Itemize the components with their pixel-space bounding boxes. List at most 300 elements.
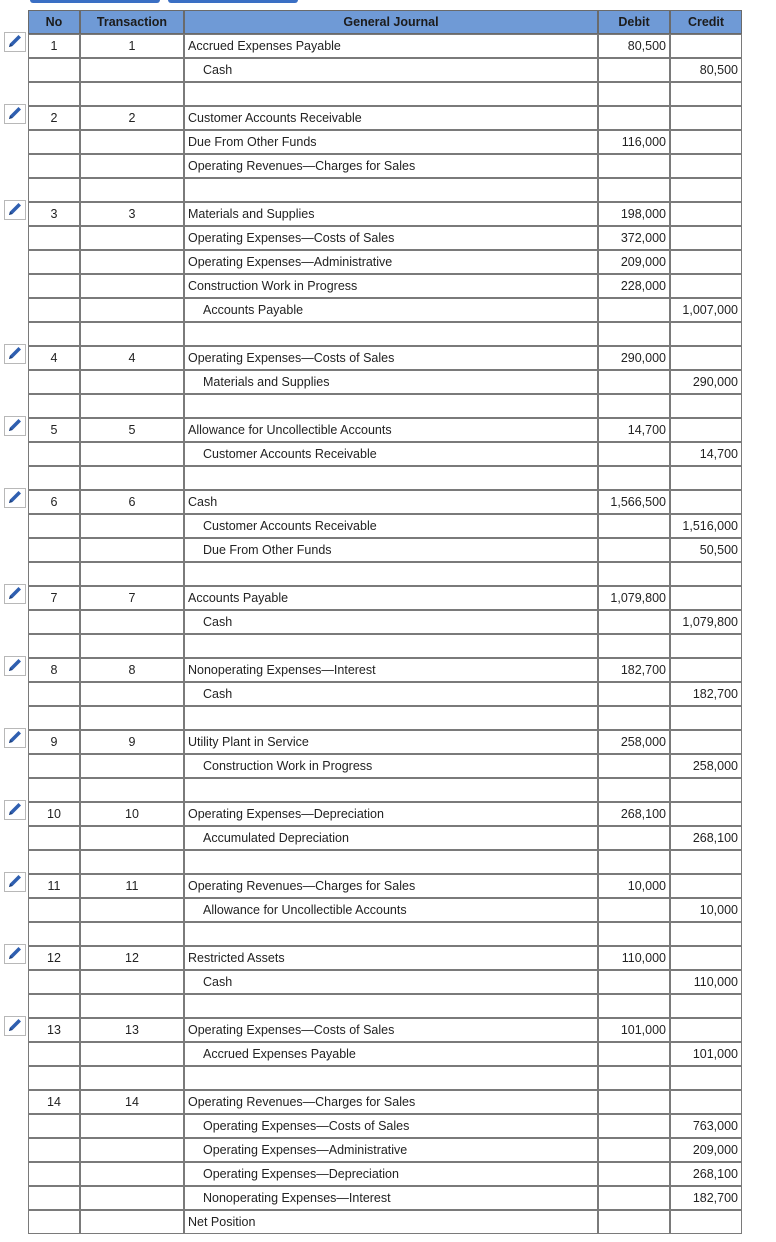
cell-account[interactable] <box>184 394 598 418</box>
cell-account[interactable] <box>184 1042 598 1066</box>
cell-account-text: Accounts Payable <box>203 303 304 317</box>
cell-debit[interactable] <box>598 130 670 154</box>
edit-entry-button[interactable] <box>4 200 26 220</box>
cell-debit-text: 228,000 <box>620 279 666 293</box>
cell-account[interactable] <box>184 1138 598 1162</box>
cell-account[interactable] <box>184 1090 598 1114</box>
cell-no[interactable] <box>28 106 80 130</box>
journal-row <box>28 730 742 754</box>
cell-no[interactable] <box>28 466 80 490</box>
journal-row <box>28 682 742 706</box>
cell-transaction[interactable] <box>80 730 184 754</box>
cell-account[interactable] <box>184 898 598 922</box>
cell-no[interactable] <box>28 538 80 562</box>
cell-no[interactable] <box>28 442 80 466</box>
cell-transaction[interactable] <box>80 370 184 394</box>
cell-account[interactable] <box>184 1066 598 1090</box>
cell-credit[interactable] <box>670 802 742 826</box>
cell-credit[interactable] <box>670 106 742 130</box>
cell-credit[interactable] <box>670 1042 742 1066</box>
edit-entry-button[interactable] <box>4 800 26 820</box>
cell-no[interactable] <box>28 274 80 298</box>
cell-credit[interactable] <box>670 1138 742 1162</box>
cell-credit[interactable] <box>670 1066 742 1090</box>
cell-no[interactable] <box>28 1066 80 1090</box>
pencil-icon <box>4 584 26 604</box>
cell-no[interactable] <box>28 418 80 442</box>
cell-credit[interactable] <box>670 58 742 82</box>
cell-credit[interactable] <box>670 538 742 562</box>
cell-no[interactable] <box>28 730 80 754</box>
cell-no[interactable] <box>28 346 80 370</box>
cell-debit[interactable] <box>598 946 670 970</box>
cell-debit[interactable] <box>598 730 670 754</box>
cell-no[interactable] <box>28 1018 80 1042</box>
cell-account[interactable] <box>184 1210 598 1234</box>
cell-account[interactable] <box>184 130 598 154</box>
cell-no[interactable] <box>28 1210 80 1234</box>
cell-debit[interactable] <box>598 250 670 274</box>
header-credit: Credit <box>670 10 742 34</box>
cell-credit[interactable] <box>670 130 742 154</box>
cell-credit[interactable] <box>670 34 742 58</box>
cell-debit[interactable] <box>598 682 670 706</box>
cell-no[interactable] <box>28 34 80 58</box>
cell-transaction[interactable] <box>80 130 184 154</box>
cell-credit[interactable] <box>670 1210 742 1234</box>
cell-credit[interactable] <box>670 1186 742 1210</box>
journal-row <box>28 1114 742 1138</box>
cell-transaction[interactable] <box>80 802 184 826</box>
cell-debit[interactable] <box>598 538 670 562</box>
edit-entry-button[interactable] <box>4 656 26 676</box>
cell-debit[interactable] <box>598 346 670 370</box>
cell-debit[interactable] <box>598 1186 670 1210</box>
cell-transaction[interactable] <box>80 394 184 418</box>
cell-account[interactable] <box>184 874 598 898</box>
cell-transaction[interactable] <box>80 490 184 514</box>
cell-no[interactable] <box>28 178 80 202</box>
cell-transaction[interactable] <box>80 682 184 706</box>
pencil-icon <box>4 344 26 364</box>
cell-credit[interactable] <box>670 514 742 538</box>
journal-row <box>28 274 742 298</box>
cell-credit[interactable] <box>670 730 742 754</box>
journal-row <box>28 874 742 898</box>
cell-credit[interactable] <box>670 922 742 946</box>
cell-no[interactable] <box>28 370 80 394</box>
cell-transaction[interactable] <box>80 1186 184 1210</box>
cell-debit[interactable] <box>598 778 670 802</box>
cell-debit[interactable] <box>598 754 670 778</box>
cell-debit[interactable] <box>598 1018 670 1042</box>
cell-credit[interactable] <box>670 754 742 778</box>
cell-debit[interactable] <box>598 802 670 826</box>
cell-credit[interactable] <box>670 250 742 274</box>
cell-no[interactable] <box>28 682 80 706</box>
cell-transaction[interactable] <box>80 442 184 466</box>
cell-transaction[interactable] <box>80 1018 184 1042</box>
cell-debit[interactable] <box>598 82 670 106</box>
cell-account[interactable] <box>184 58 598 82</box>
cell-transaction[interactable] <box>80 562 184 586</box>
cell-credit[interactable] <box>670 178 742 202</box>
cell-credit[interactable] <box>670 586 742 610</box>
cell-account[interactable] <box>184 154 598 178</box>
cell-account[interactable] <box>184 634 598 658</box>
cell-no[interactable] <box>28 826 80 850</box>
cell-debit[interactable] <box>598 298 670 322</box>
cell-no[interactable] <box>28 514 80 538</box>
cell-account[interactable] <box>184 682 598 706</box>
cell-transaction[interactable] <box>80 1066 184 1090</box>
edit-entry-button[interactable] <box>4 488 26 508</box>
cell-no[interactable] <box>28 1042 80 1066</box>
cell-credit[interactable] <box>670 898 742 922</box>
pencil-icon <box>4 728 26 748</box>
cell-debit[interactable] <box>598 1042 670 1066</box>
cell-account[interactable] <box>184 322 598 346</box>
cell-credit-text: 101,000 <box>692 1047 738 1061</box>
cell-no-text: 8 <box>50 663 58 677</box>
cell-debit[interactable] <box>598 970 670 994</box>
cell-credit[interactable] <box>670 562 742 586</box>
cell-no[interactable] <box>28 802 80 826</box>
cell-debit[interactable] <box>598 1090 670 1114</box>
cell-credit[interactable] <box>670 490 742 514</box>
cell-debit[interactable] <box>598 370 670 394</box>
cell-no[interactable] <box>28 850 80 874</box>
cell-debit[interactable] <box>598 1210 670 1234</box>
cell-debit[interactable] <box>598 58 670 82</box>
cell-account[interactable] <box>184 802 598 826</box>
cell-account[interactable] <box>184 850 598 874</box>
cell-debit[interactable] <box>598 994 670 1018</box>
cell-no[interactable] <box>28 1162 80 1186</box>
cell-credit[interactable] <box>670 874 742 898</box>
cell-account[interactable] <box>184 706 598 730</box>
cell-account[interactable] <box>184 418 598 442</box>
cell-account[interactable] <box>184 250 598 274</box>
cell-no[interactable] <box>28 1138 80 1162</box>
cell-no[interactable] <box>28 658 80 682</box>
cell-account[interactable] <box>184 754 598 778</box>
cell-no[interactable] <box>28 250 80 274</box>
cell-debit[interactable] <box>598 418 670 442</box>
cell-account-text: Accrued Expenses Payable <box>203 1047 356 1061</box>
cell-credit[interactable] <box>670 154 742 178</box>
cell-debit[interactable] <box>598 106 670 130</box>
cell-credit[interactable] <box>670 634 742 658</box>
cell-transaction[interactable] <box>80 34 184 58</box>
cell-debit[interactable] <box>598 34 670 58</box>
journal-row <box>28 634 742 658</box>
cell-credit[interactable] <box>670 826 742 850</box>
cell-no[interactable] <box>28 970 80 994</box>
cell-debit[interactable] <box>598 562 670 586</box>
edit-entry-button[interactable] <box>4 584 26 604</box>
cell-credit[interactable] <box>670 1114 742 1138</box>
cell-debit[interactable] <box>598 586 670 610</box>
cell-transaction-text: 2 <box>128 111 136 125</box>
cell-no[interactable] <box>28 154 80 178</box>
edit-entry-button[interactable] <box>4 872 26 892</box>
cell-transaction-text: 14 <box>125 1095 139 1109</box>
cell-no[interactable] <box>28 994 80 1018</box>
cell-account[interactable] <box>184 346 598 370</box>
cell-credit[interactable] <box>670 298 742 322</box>
cell-debit[interactable] <box>598 274 670 298</box>
cell-debit[interactable] <box>598 850 670 874</box>
cell-transaction[interactable] <box>80 898 184 922</box>
cell-account[interactable] <box>184 658 598 682</box>
cell-account[interactable] <box>184 730 598 754</box>
cell-credit[interactable] <box>670 1162 742 1186</box>
cell-debit[interactable] <box>598 1162 670 1186</box>
cell-debit[interactable] <box>598 874 670 898</box>
cell-credit-text: 1,007,000 <box>682 303 738 317</box>
cell-transaction[interactable] <box>80 610 184 634</box>
cell-account[interactable] <box>184 970 598 994</box>
cell-debit[interactable] <box>598 322 670 346</box>
cell-debit[interactable] <box>598 706 670 730</box>
cell-debit[interactable] <box>598 1138 670 1162</box>
cell-transaction[interactable] <box>80 1162 184 1186</box>
cell-transaction[interactable] <box>80 346 184 370</box>
cell-debit[interactable] <box>598 610 670 634</box>
cell-no[interactable] <box>28 898 80 922</box>
cell-credit[interactable] <box>670 466 742 490</box>
cell-credit[interactable] <box>670 1090 742 1114</box>
cell-credit[interactable] <box>670 202 742 226</box>
cell-credit[interactable] <box>670 994 742 1018</box>
cell-transaction[interactable] <box>80 202 184 226</box>
cell-transaction[interactable] <box>80 538 184 562</box>
cell-transaction[interactable] <box>80 274 184 298</box>
cell-credit-text: 50,500 <box>699 543 738 557</box>
cell-credit[interactable] <box>670 682 742 706</box>
cell-transaction[interactable] <box>80 1114 184 1138</box>
cell-transaction[interactable] <box>80 58 184 82</box>
cell-account[interactable] <box>184 610 598 634</box>
cell-account[interactable] <box>184 1162 598 1186</box>
cell-transaction[interactable] <box>80 298 184 322</box>
cell-debit[interactable] <box>598 154 670 178</box>
cell-transaction[interactable] <box>80 634 184 658</box>
cell-no[interactable] <box>28 1090 80 1114</box>
cell-account[interactable] <box>184 1114 598 1138</box>
cell-no[interactable] <box>28 754 80 778</box>
cell-transaction[interactable] <box>80 706 184 730</box>
cell-no[interactable] <box>28 1186 80 1210</box>
cell-no-text: 1 <box>50 39 58 53</box>
cell-credit[interactable] <box>670 970 742 994</box>
cell-account[interactable] <box>184 1018 598 1042</box>
cell-account[interactable] <box>184 106 598 130</box>
cell-transaction[interactable] <box>80 250 184 274</box>
cell-credit[interactable] <box>670 418 742 442</box>
cell-credit[interactable] <box>670 610 742 634</box>
cell-credit[interactable] <box>670 658 742 682</box>
cell-no[interactable] <box>28 562 80 586</box>
cell-debit[interactable] <box>598 514 670 538</box>
cell-debit[interactable] <box>598 826 670 850</box>
cell-transaction[interactable] <box>80 586 184 610</box>
cell-transaction[interactable] <box>80 1138 184 1162</box>
cell-credit[interactable] <box>670 850 742 874</box>
edit-entry-button[interactable] <box>4 1016 26 1036</box>
tab-indicator[interactable] <box>168 0 298 3</box>
cell-account[interactable] <box>184 370 598 394</box>
cell-account[interactable] <box>184 178 598 202</box>
edit-entry-button[interactable] <box>4 944 26 964</box>
cell-credit[interactable] <box>670 226 742 250</box>
cell-account[interactable] <box>184 994 598 1018</box>
cell-account[interactable] <box>184 82 598 106</box>
cell-no[interactable] <box>28 322 80 346</box>
cell-transaction[interactable] <box>80 994 184 1018</box>
cell-account[interactable] <box>184 586 598 610</box>
cell-account[interactable] <box>184 226 598 250</box>
cell-credit[interactable] <box>670 274 742 298</box>
cell-account[interactable] <box>184 826 598 850</box>
cell-debit[interactable] <box>598 490 670 514</box>
cell-account[interactable] <box>184 34 598 58</box>
edit-entry-button[interactable] <box>4 344 26 364</box>
cell-no[interactable] <box>28 1114 80 1138</box>
edit-entry-button[interactable] <box>4 416 26 436</box>
cell-account[interactable] <box>184 514 598 538</box>
cell-account[interactable] <box>184 298 598 322</box>
cell-debit[interactable] <box>598 202 670 226</box>
cell-debit[interactable] <box>598 394 670 418</box>
cell-transaction[interactable] <box>80 418 184 442</box>
cell-no-text: 4 <box>50 351 58 365</box>
cell-transaction[interactable] <box>80 922 184 946</box>
cell-credit[interactable] <box>670 370 742 394</box>
cell-no[interactable] <box>28 874 80 898</box>
cell-account[interactable] <box>184 946 598 970</box>
journal-row <box>28 298 742 322</box>
cell-credit[interactable] <box>670 346 742 370</box>
cell-transaction[interactable] <box>80 466 184 490</box>
cell-debit[interactable] <box>598 1114 670 1138</box>
cell-account[interactable] <box>184 778 598 802</box>
cell-transaction[interactable] <box>80 850 184 874</box>
cell-no[interactable] <box>28 226 80 250</box>
cell-account-text: Customer Accounts Receivable <box>203 447 377 461</box>
cell-credit-text: 763,000 <box>692 1119 738 1133</box>
tab-indicator[interactable] <box>30 0 160 3</box>
cell-transaction[interactable] <box>80 514 184 538</box>
cell-transaction[interactable] <box>80 178 184 202</box>
pencil-icon <box>4 416 26 436</box>
cell-debit[interactable] <box>598 634 670 658</box>
cell-debit[interactable] <box>598 658 670 682</box>
cell-transaction[interactable] <box>80 1210 184 1234</box>
cell-no[interactable] <box>28 634 80 658</box>
cell-no[interactable] <box>28 130 80 154</box>
cell-no[interactable] <box>28 706 80 730</box>
cell-account[interactable] <box>184 490 598 514</box>
journal-row <box>28 322 742 346</box>
cell-credit-text: 268,100 <box>692 1167 738 1181</box>
journal-row <box>28 466 742 490</box>
cell-transaction[interactable] <box>80 82 184 106</box>
cell-no[interactable] <box>28 58 80 82</box>
edit-entry-button[interactable] <box>4 104 26 124</box>
cell-credit[interactable] <box>670 442 742 466</box>
cell-account[interactable] <box>184 538 598 562</box>
cell-account[interactable] <box>184 274 598 298</box>
cell-transaction[interactable] <box>80 946 184 970</box>
cell-credit[interactable] <box>670 706 742 730</box>
cell-credit[interactable] <box>670 778 742 802</box>
cell-debit[interactable] <box>598 442 670 466</box>
pencil-icon <box>4 800 26 820</box>
cell-account[interactable] <box>184 202 598 226</box>
cell-transaction[interactable] <box>80 874 184 898</box>
cell-credit[interactable] <box>670 322 742 346</box>
cell-no[interactable] <box>28 778 80 802</box>
cell-no[interactable] <box>28 298 80 322</box>
cell-account[interactable] <box>184 922 598 946</box>
cell-transaction[interactable] <box>80 154 184 178</box>
cell-transaction[interactable] <box>80 106 184 130</box>
cell-debit-text: 1,566,500 <box>610 495 666 509</box>
cell-debit[interactable] <box>598 1066 670 1090</box>
cell-transaction[interactable] <box>80 226 184 250</box>
cell-no[interactable] <box>28 610 80 634</box>
cell-debit[interactable] <box>598 466 670 490</box>
cell-transaction[interactable] <box>80 322 184 346</box>
cell-account-text: Net Position <box>188 1215 256 1229</box>
cell-no[interactable] <box>28 490 80 514</box>
journal-row <box>28 370 742 394</box>
cell-no-text: 2 <box>50 111 58 125</box>
cell-transaction[interactable] <box>80 970 184 994</box>
cell-transaction[interactable] <box>80 754 184 778</box>
cell-no[interactable] <box>28 82 80 106</box>
cell-debit[interactable] <box>598 178 670 202</box>
edit-entry-button[interactable] <box>4 32 26 52</box>
cell-transaction[interactable] <box>80 778 184 802</box>
cell-credit[interactable] <box>670 946 742 970</box>
cell-debit[interactable] <box>598 922 670 946</box>
cell-account[interactable] <box>184 442 598 466</box>
cell-no[interactable] <box>28 946 80 970</box>
cell-debit[interactable] <box>598 898 670 922</box>
cell-account[interactable] <box>184 562 598 586</box>
cell-transaction[interactable] <box>80 1042 184 1066</box>
cell-no[interactable] <box>28 394 80 418</box>
cell-transaction[interactable] <box>80 658 184 682</box>
cell-transaction[interactable] <box>80 1090 184 1114</box>
cell-credit[interactable] <box>670 1018 742 1042</box>
cell-account[interactable] <box>184 466 598 490</box>
cell-account[interactable] <box>184 1186 598 1210</box>
cell-transaction[interactable] <box>80 826 184 850</box>
cell-no[interactable] <box>28 586 80 610</box>
cell-debit[interactable] <box>598 226 670 250</box>
journal-row <box>28 1018 742 1042</box>
cell-no[interactable] <box>28 202 80 226</box>
cell-credit[interactable] <box>670 394 742 418</box>
edit-entry-button[interactable] <box>4 728 26 748</box>
cell-account-text: Cash <box>203 687 233 701</box>
cell-credit[interactable] <box>670 82 742 106</box>
cell-no[interactable] <box>28 922 80 946</box>
